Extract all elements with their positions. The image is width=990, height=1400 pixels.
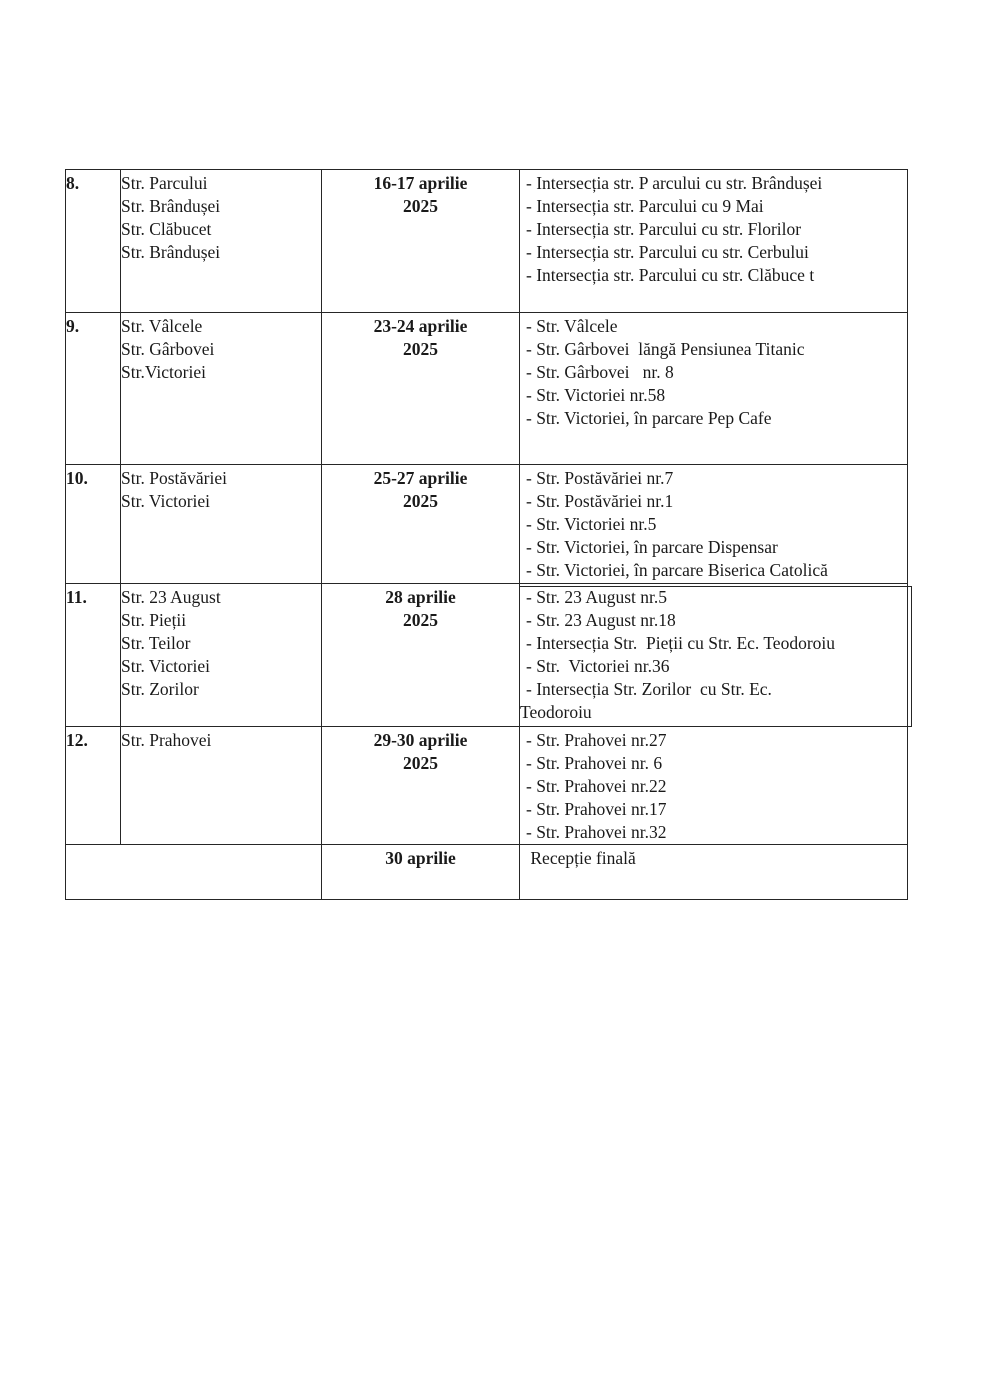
detail-line: - Intersecția str. Parcului cu str. Florilor bbox=[526, 219, 802, 239]
detail-line: - Str. Gârbovei nr. 8 bbox=[526, 362, 674, 382]
street-line: Str. Teilor bbox=[121, 633, 191, 653]
date-cell bbox=[322, 313, 520, 465]
street-line: Str. Clăbucet bbox=[121, 219, 212, 239]
street-line: Str. Prahovei bbox=[121, 730, 212, 750]
detail-line: - Str. 23 August nr.18 bbox=[526, 610, 676, 630]
date-cell bbox=[322, 465, 520, 584]
detail-line: - Intersecția str. Parcului cu str. Cerbului bbox=[526, 242, 809, 262]
table-row bbox=[66, 584, 908, 727]
detail-line: - Str. Victoriei nr.36 bbox=[526, 656, 670, 676]
details-cell bbox=[520, 727, 908, 845]
schedule-table-body bbox=[66, 170, 908, 900]
street-line: Str. Postăvăriei bbox=[121, 468, 227, 488]
row-number-cell bbox=[66, 313, 121, 465]
detail-line: - Str. Victoriei nr.5 bbox=[526, 514, 657, 534]
detail-line: - Str. Victoriei, în parcare Biserica Catolică bbox=[526, 560, 828, 580]
row-number: 11. bbox=[66, 587, 87, 607]
details-cell bbox=[520, 313, 908, 465]
streets-cell bbox=[121, 170, 322, 313]
street-line: Str. Brândușei bbox=[121, 242, 221, 262]
streets-cell bbox=[121, 727, 322, 845]
detail-line: - Str. Prahovei nr.22 bbox=[526, 776, 667, 796]
street-line: Str. Pieții bbox=[121, 610, 187, 630]
detail-line: - Str. Prahovei nr.27 bbox=[526, 730, 667, 750]
street-line: Str. Zorilor bbox=[121, 679, 199, 699]
row-number: 9. bbox=[66, 316, 80, 336]
detail-line: - Str. Victoriei nr.58 bbox=[526, 385, 666, 405]
street-line: Str. Victoriei bbox=[121, 656, 211, 676]
detail-line: - Str. Postăvăriei nr.7 bbox=[526, 468, 674, 488]
detail-line: - Intersecția str. Parcului cu 9 Mai bbox=[526, 196, 764, 216]
detail-line: - Intersecția Str. Pieții cu Str. Ec. Teodoroiu bbox=[526, 633, 836, 653]
detail-line: - Str. Prahovei nr.17 bbox=[526, 799, 667, 819]
row-number-cell bbox=[66, 727, 121, 845]
details-cell bbox=[520, 845, 908, 900]
detail-line: - Str. Victoriei, în parcare Dispensar bbox=[526, 537, 778, 557]
date-line: 23-24 aprilie bbox=[373, 316, 468, 336]
row-number: 12. bbox=[66, 730, 88, 750]
date-cell bbox=[322, 170, 520, 313]
details-cell bbox=[520, 465, 908, 584]
date-line: 2025 bbox=[403, 610, 438, 630]
streets-cell bbox=[121, 584, 322, 727]
date-cell bbox=[322, 584, 520, 727]
streets-cell bbox=[121, 313, 322, 465]
detail-line: - Str. Postăvăriei nr.1 bbox=[526, 491, 674, 511]
street-line: Str. 23 August bbox=[121, 587, 221, 607]
detail-line: - Str. Prahovei nr. 6 bbox=[526, 753, 663, 773]
date-line: 2025 bbox=[403, 196, 438, 216]
details-cell bbox=[520, 584, 908, 727]
details-cell bbox=[520, 170, 908, 313]
detail-line: - Intersecția str. Parcului cu str. Clăbuce t bbox=[526, 265, 815, 285]
street-line: Str. Vâlcele bbox=[121, 316, 203, 336]
date-line: 2025 bbox=[403, 491, 438, 511]
detail-line: - Str. Gârbovei lăngă Pensiunea Titanic bbox=[526, 339, 805, 359]
row-number-cell bbox=[66, 584, 121, 727]
table-row bbox=[66, 465, 908, 584]
merged-empty-cell bbox=[66, 845, 322, 900]
table-row bbox=[66, 727, 908, 845]
date-line: 2025 bbox=[403, 339, 438, 359]
date-line: 25-27 aprilie bbox=[373, 468, 468, 488]
detail-line: - Str. 23 August nr.5 bbox=[526, 587, 667, 607]
date-line: 2025 bbox=[403, 753, 438, 773]
street-line: Str. Victoriei bbox=[121, 491, 211, 511]
detail-line: - Str. Vâlcele bbox=[526, 316, 618, 336]
detail-line: - Str. Victoriei, în parcare Pep Cafe bbox=[526, 408, 772, 428]
date-cell bbox=[322, 727, 520, 845]
schedule-table bbox=[65, 169, 908, 900]
date-line: 29-30 aprilie bbox=[373, 730, 468, 750]
date-line: 28 aprilie bbox=[385, 587, 456, 607]
row-number: 8. bbox=[66, 173, 80, 193]
table-row bbox=[66, 845, 908, 900]
date-line: 30 aprilie bbox=[385, 848, 456, 868]
detail-line: - Str. Prahovei nr.32 bbox=[526, 822, 667, 842]
row-number: 10. bbox=[66, 468, 88, 488]
date-line: 16-17 aprilie bbox=[373, 173, 468, 193]
row-number-cell bbox=[66, 170, 121, 313]
street-line: Str. Gârbovei bbox=[121, 339, 215, 359]
street-line: Str.Victoriei bbox=[121, 362, 206, 382]
detail-line: - Intersecția Str. Zorilor cu Str. Ec. bbox=[526, 679, 772, 699]
detail-line: - Intersecția str. P arcului cu str. Brândușei bbox=[526, 173, 823, 193]
street-line: Str. Parcului bbox=[121, 173, 208, 193]
detail-line: Teodoroiu bbox=[520, 702, 592, 722]
street-line: Str. Brândușei bbox=[121, 196, 221, 216]
date-cell bbox=[322, 845, 520, 900]
table-row bbox=[66, 170, 908, 313]
table-row bbox=[66, 313, 908, 465]
row-number-cell bbox=[66, 465, 121, 584]
detail-line: Recepție finală bbox=[526, 848, 636, 868]
streets-cell bbox=[121, 465, 322, 584]
